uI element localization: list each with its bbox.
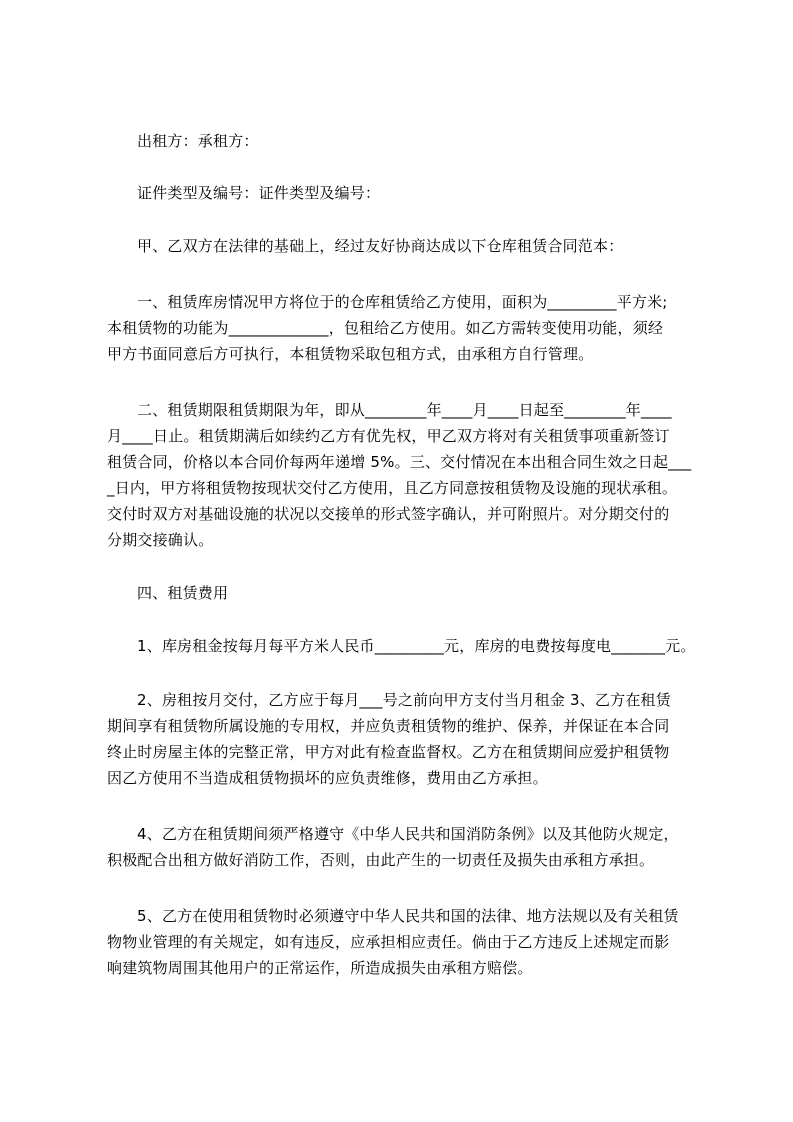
clause-2-line-4: _日内，甲方将租赁物按现状交付乙方使用，且乙方同意按租赁物及设施的现状承租。 xyxy=(107,479,678,497)
clause-2-line-1: 二、租赁期限租赁期限为年，即从________年____月____日起至________年____ xyxy=(137,401,672,419)
fee-item-5-line-3: 响建筑物周围其他用户的正常运作，所造成损失由承租方赔偿。 xyxy=(107,959,533,977)
fee-item-5-line-2: 物物业管理的有关规定，如有违反，应承担相应责任。倘由于乙方违反上述规定而影 xyxy=(107,933,670,951)
clause-1-line-2: 本租赁物的功能为_____________，包租给乙方使用。如乙方需转变使用功能，须经 xyxy=(107,319,664,337)
section-4-heading: 四、租赁费用 xyxy=(137,584,229,602)
clause-1-line-3: 甲方书面同意后方可执行，本租赁物采取包租方式，由承租方自行管理。 xyxy=(107,345,594,363)
fee-item-1: 1、库房租金按每月每平方米人民币_________元，库房的电费按每度电_______元。 xyxy=(137,637,696,655)
lessor-lessee-line: 出租方：承租方： xyxy=(137,132,259,150)
fee-item-2-line-2: 期间享有租赁物所属设施的专用权，并应负责租赁物的维护、保养，并保证在本合同 xyxy=(107,717,670,735)
fee-item-4-line-2: 积极配合出租方做好消防工作，否则，由此产生的一切责任及损失由承租方承担。 xyxy=(107,851,655,869)
fee-item-4-line-1: 4、乙方在租赁期间须严格遵守《中华人民共和国消防条例》以及其他防火规定， xyxy=(137,825,679,843)
clause-2-line-6: 分期交接确认。 xyxy=(107,531,214,549)
fee-item-2-line-3: 终止时房屋主体的完整正常，甲方对此有检查监督权。乙方在租赁期间应爱护租赁物 xyxy=(107,743,670,761)
clause-2-line-3: 租赁合同，价格以本合同价每两年递增 5%。三、交付情况在本出租合同生效之日起___ xyxy=(107,453,692,471)
clause-2-line-2: 月____日止。租赁期满后如续约乙方有优先权，甲乙双方将对有关租赁事项重新签订 xyxy=(107,427,670,445)
clause-2-line-5: 交付时双方对基础设施的状况以交接单的形式签字确认，并可附照片。对分期交付的 xyxy=(107,505,670,523)
fee-item-2-line-4: 因乙方使用不当造成租赁物损坏的应负责维修，费用由乙方承担。 xyxy=(107,769,548,787)
fee-item-2-line-1: 2、房租按月交付，乙方应于每月___号之前向甲方支付当月租金 3、乙方在租赁 xyxy=(137,691,671,709)
clause-1-line-1: 一、租赁库房情况甲方将位于的仓库租赁给乙方使用，面积为_________平方米; xyxy=(137,293,668,311)
id-type-line: 证件类型及编号：证件类型及编号： xyxy=(137,184,381,202)
preamble-line: 甲、乙双方在法律的基础上，经过友好协商达成以下仓库租赁合同范本： xyxy=(137,237,624,255)
fee-item-5-line-1: 5、乙方在使用租赁物时必须遵守中华人民共和国的法律、地方法规以及有关租赁 xyxy=(137,907,679,925)
